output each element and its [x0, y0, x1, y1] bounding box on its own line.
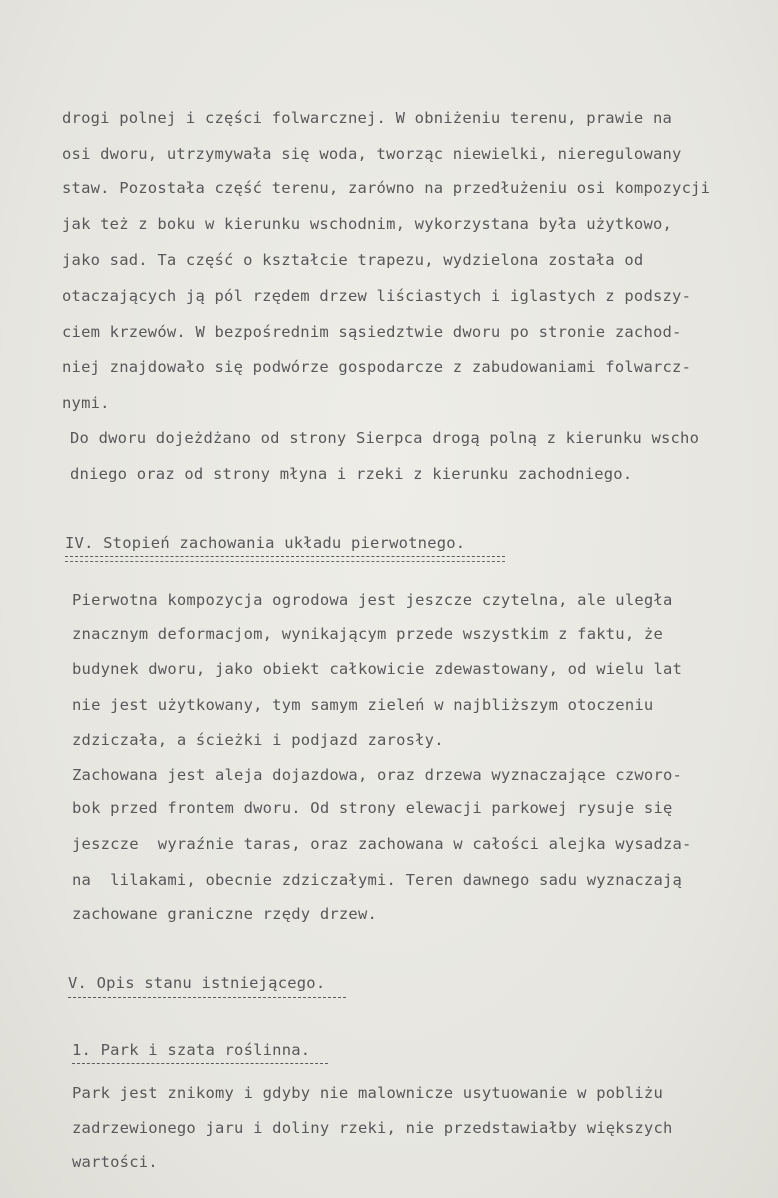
text-line: ciem krzewów. W bezpośrednim sąsiedztwie dworu po stronie zachod- — [62, 323, 682, 341]
text-line: nie jest użytkowany, tym samym zieleń w najbliższym otoczeniu — [72, 696, 654, 714]
text-line: jeszcze wyraźnie taras, oraz zachowana w całości alejka wysadza- — [72, 835, 692, 853]
text-line: Park jest znikomy i gdyby nie malownicze usytuowanie w pobliżu — [72, 1084, 663, 1102]
text-line: niej znajdowało się podwórze gospodarcze z zabudowaniami folwarcz- — [62, 358, 692, 376]
heading-underline — [65, 556, 505, 557]
text-line: drogi polnej i części folwarcznej. W obniżeniu terenu, prawie na — [62, 109, 673, 127]
text-line: zachowane graniczne rzędy drzew. — [72, 905, 378, 923]
text-line: dniego oraz od strony młyna i rzeki z kierunku zachodniego. — [70, 465, 633, 483]
section-heading: IV. Stopień zachowania układu pierwotnego. — [65, 534, 466, 552]
text-line: zdziczała, a ścieżki i podjazd zarosły. — [72, 731, 444, 749]
text-line: nymi. — [62, 394, 110, 412]
text-line: staw. Pozostała część terenu, zarówno na przedłużeniu osi kompozycji — [62, 179, 711, 197]
text-line: osi dworu, utrzymywała się woda, tworząc niewielki, nieregulowany — [62, 145, 682, 163]
text-line: otaczających ją pól rzędem drzew liściastych i iglastych z podszy- — [62, 287, 692, 305]
text-line: Do dworu dojeżdżano od strony Sierpca drogą polną z kierunku wscho — [70, 429, 700, 447]
text-line: jak też z boku w kierunku wschodnim, wykorzystana była użytkowo, — [62, 215, 673, 233]
text-line: Pierwotna kompozycja ogrodowa jest jeszcze czytelna, ale uległa — [72, 591, 673, 609]
text-line: znacznym deformacjom, wynikającym przede wszystkim z faktu, że — [72, 625, 663, 643]
section-heading: V. Opis stanu istniejącego. — [68, 974, 326, 992]
text-line: bok przed frontem dworu. Od strony elewacji parkowej rysuje się — [72, 799, 673, 817]
text-line: na lilakami, obecnie zdziczałymi. Teren dawnego sadu wyznaczają — [72, 871, 683, 889]
text-line: wartości. — [72, 1153, 158, 1171]
heading-underline — [68, 997, 346, 998]
heading-underline — [65, 561, 505, 562]
heading-underline — [72, 1063, 328, 1064]
text-line: jako sad. Ta część o kształcie trapezu, wydzielona została od — [62, 251, 644, 269]
text-line: budynek dworu, jako obiekt całkowicie zdewastowany, od wielu lat — [72, 660, 683, 678]
text-line: Zachowana jest aleja dojazdowa, oraz drzewa wyznaczające czworo- — [72, 766, 683, 784]
text-line: zadrzewionego jaru i doliny rzeki, nie przedstawiałby większych — [72, 1119, 673, 1137]
subsection-heading: 1. Park i szata roślinna. — [72, 1041, 311, 1059]
